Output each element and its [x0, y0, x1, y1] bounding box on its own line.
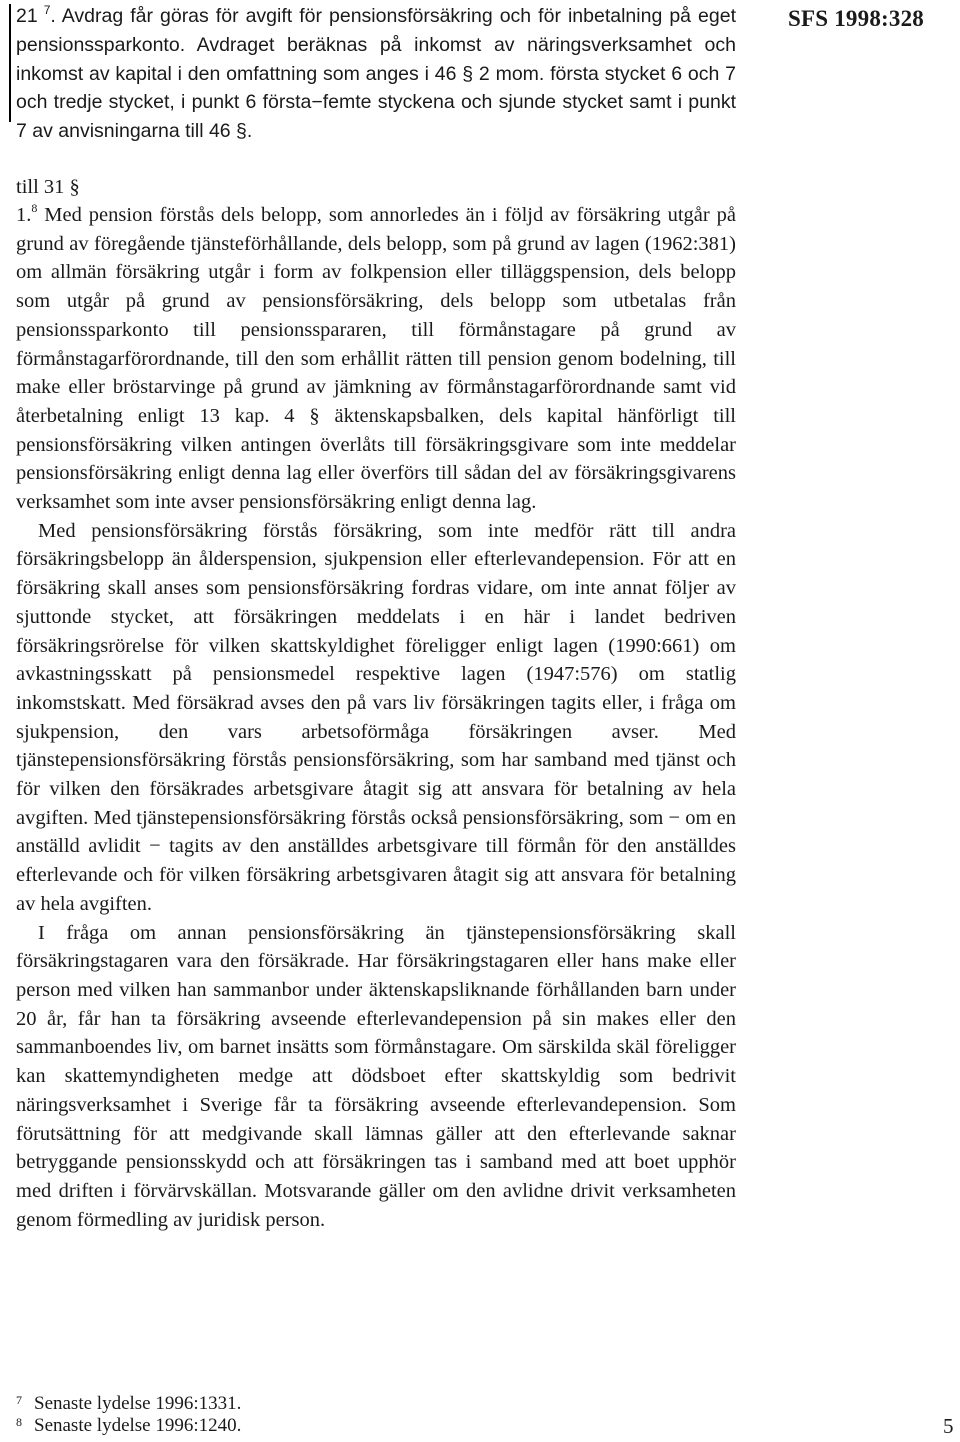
- section-21-paragraph: [16, 2, 736, 146]
- footnote-text: Senaste lydelse 1996:1240.: [34, 1415, 242, 1436]
- section-21-text: . Avdrag får göras för avgift för pensionsförsäkring och för inbetalning på eget pensionssparkonto. Avdraget beräknas på inkomst av näringsverksamhet och inkomst av kapital i den omfattning som anges i 46 § 2 mom. första stycket 6 och 7 och tredje stycket, i punkt 6 första−femte styckena och sjunde stycket samt i punkt 7 av anvisningarna till 46 §.: [16, 5, 736, 143]
- footnotes: [16, 1393, 241, 1437]
- paragraph-3: I fråga om annan pensionsförsäkring än tjänstepensionsförsäkring skall försäkringstagaren vara den försäkrade. Har försäkringstagaren eller hans make eller person med vilken han sammanbor under äktenskapsliknande förhållanden barn under 20 år, får han ta försäkring avseende efterlevandepension på sin makes eller den sammanboendes liv, om barnet insätts som förmånstagare. Om särskilda skäl föreligger kan skattemyndigheten medge att dödsboet efter skattskyldig som bedrivit näringsverksamhet i Sverige får ta försäkring avseende efterlevandepension. Som förutsättning för att medgivande skall lämnas gäller att den efterlevande saknar betryggande pensionsskydd och att försäkringen tas i samband med att boet upphör med driften i förvärvskällan. Motsvarande gäller om den avlidne drivit verksamheten genom förmedling av juridisk person.: [16, 921, 736, 1231]
- paragraph-1-text: Med pension förstås dels belopp, som annorledes än i följd av försäkring utgår på grund av föregående tjänsteförhållande, dels belopp, som på grund av lagen (1962:381) om allmän försäkring utgår i form av folkpension eller tilläggspension, dels belopp som utgår på grund av pensionsförsäkring, dels belopp som utbetalas från pensionssparkonto till pensionsspararen, till förmånstagare på grund av förmånstagarförordnande, till den som erhållit rätten till pension genom bodelning, till make eller bröstarvinge på grund av jämkning av förmånstagarförordnande samt vid återbetalning enligt 13 kap. 4 § äktenskapsbalken, dels kapital hänförligt till pensionsförsäkring vilken antingen överlåts till försäkringsgivare som inte meddelar pensionsförsäkring enligt denna lag eller överförs till sådan del av försäkringsgivarens verksamhet som inte avser pensionsförsäkring enligt denna lag.: [16, 204, 736, 514]
- paragraph-1: [16, 201, 736, 517]
- paragraph-2: Med pensionsförsäkring förstås försäkring, som inte medför rätt till andra försäkringsbelopp än ålderspension, sjukpension eller efterlevandepension. För att en försäkring skall anses som pensionsförsäkring fordras vidare, om inte annat följer av sjuttonde stycket, att försäkringen meddelats i en här i landet bedriven försäkringsrörelse för vilken skattskyldighet föreligger enligt lagen (1990:661) om avkastningsskatt på pensionsmedel respektive lagen (1947:576) om statlig inkomstskatt. Med försäkrad avses den på vars liv försäkringen tagits eller, i fråga om sjukpension, den vars arbetsoförmåga försäkringen avser. Med tjänstepensionsförsäkring förstås pensionsförsäkring, som har samband med tjänst och för vilken den försäkrades arbetsgivare åtagit sig att ansvara för betalning av hela avgiften. Med tjänstepensionsförsäkring förstås också pensionsförsäkring, som − om en anställd avlidit − tagits av den anställdes arbetsgivare till förmån för den anställdes efterlevande och för vilken försäkring arbetsgivaren åtagit sig att ansvara för betalning av hela avgiften.: [16, 519, 736, 915]
- footnote-ref: 7: [43, 2, 51, 17]
- sfs-code: SFS 1998:328: [788, 6, 924, 31]
- point-number: 1.: [16, 204, 32, 226]
- page-number: 5: [943, 1414, 954, 1438]
- section-heading: till 31 §: [16, 176, 80, 198]
- footnote-text: Senaste lydelse 1996:1331.: [34, 1393, 242, 1414]
- footnote: [16, 1415, 241, 1437]
- footnote: [16, 1393, 241, 1415]
- change-bar: [9, 4, 11, 122]
- section-31-body: [16, 201, 736, 1234]
- footnote-number: 8: [16, 1415, 22, 1429]
- footnote-number: 7: [16, 1393, 22, 1407]
- footnote-ref: 8: [31, 201, 38, 216]
- section-number: 21: [16, 5, 38, 27]
